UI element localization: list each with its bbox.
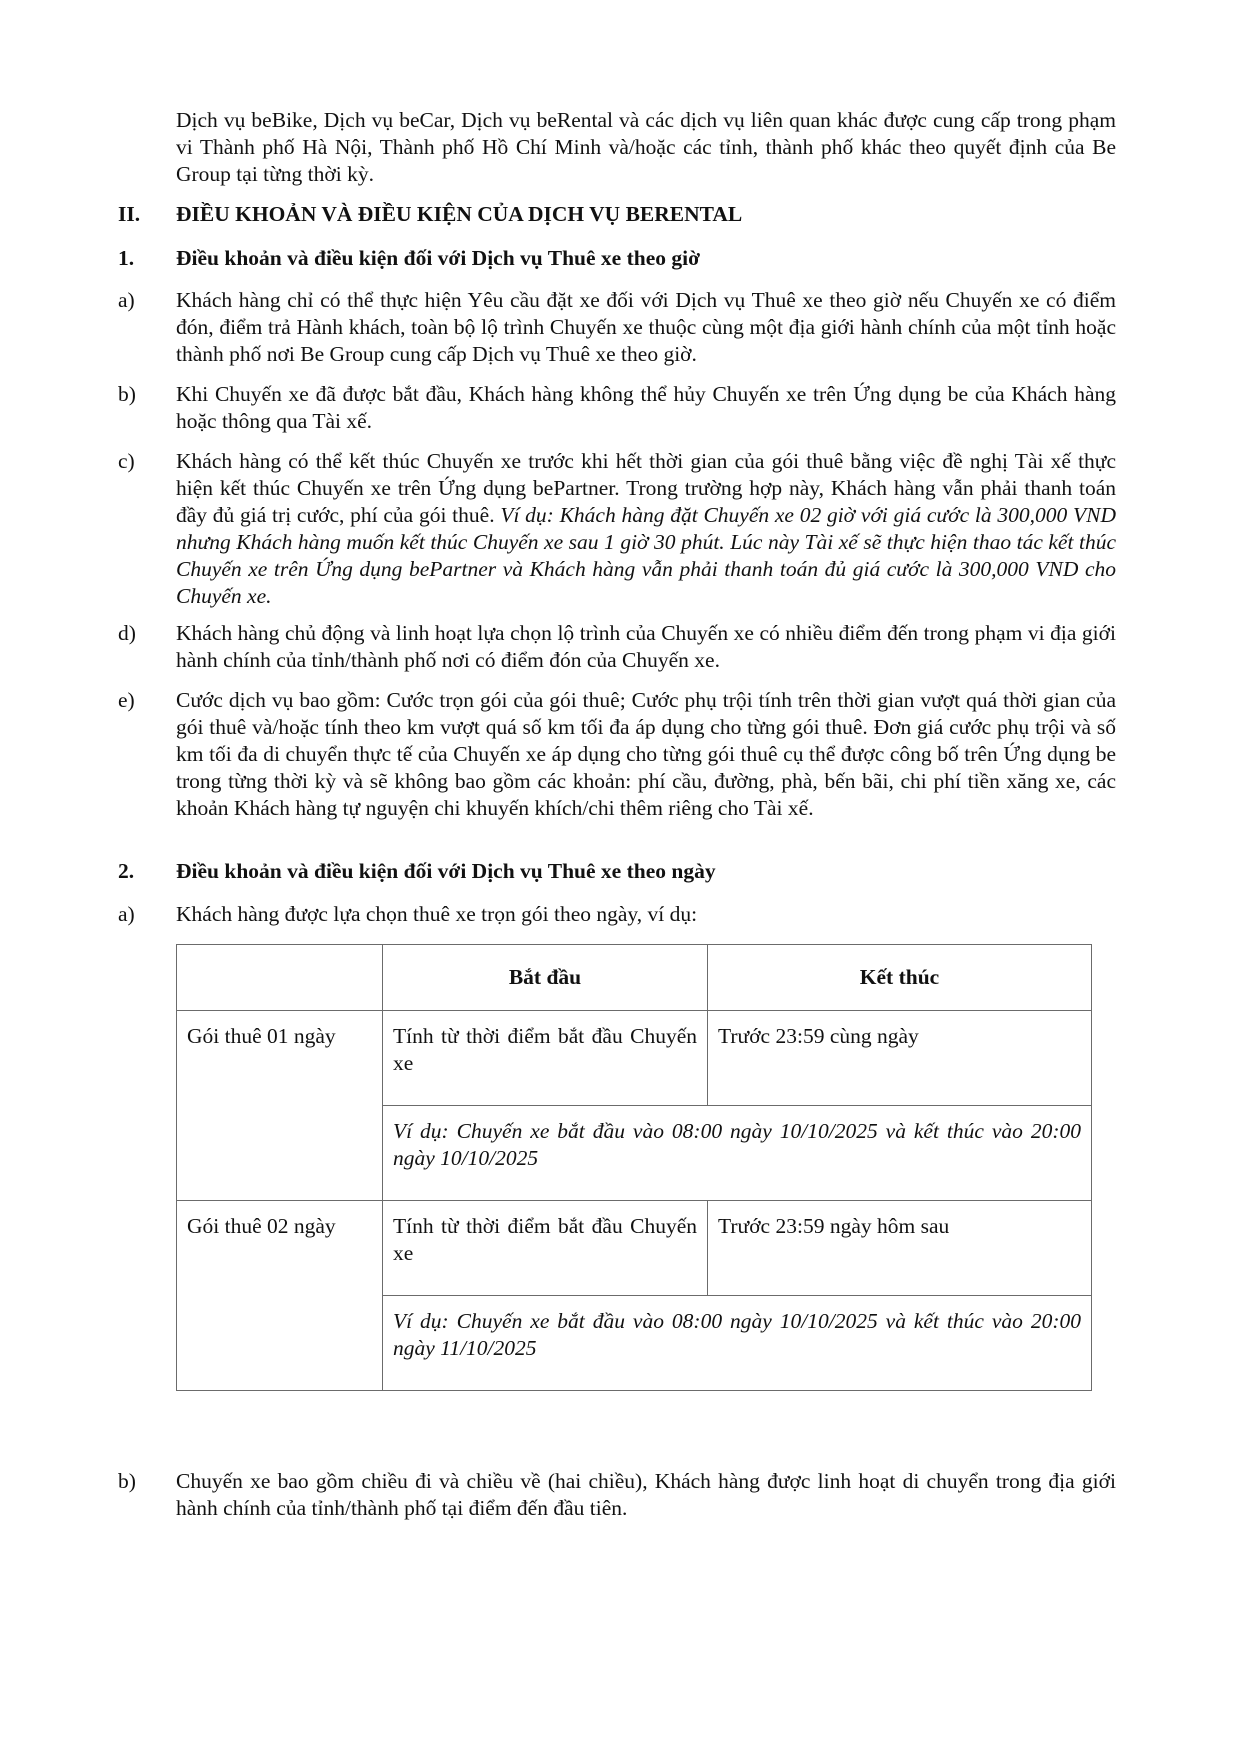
list-item-text: Chuyến xe bao gồm chiều đi và chiều về (hai chiều), Khách hàng được linh hoạt di chuyển trong địa giới hành chính của tỉnh/thành phố tại điểm đến đầu tiên. <box>176 1469 1116 1520</box>
table-header-start: Bắt đầu <box>383 945 708 1011</box>
list-item-text: Cước dịch vụ bao gồm: Cước trọn gói của gói thuê; Cước phụ trội tính trên thời gian vượt quá thời gian của gói thuê và/hoặc tính theo km vượt quá số km tối đa áp dụng cho từng gói thuê. Đơn giá cước phụ trội và số km tối đa di chuyển thực tế của Chuyến xe áp dụng cho từng gói thuê cụ thể được công bố trên Ứng dụng be trong từng thời kỳ và sẽ không bao gồm các khoản: phí cầu, đường, phà, bến bãi, chi phí tiền xăng xe, các khoản Khách hàng tự nguyện chi khuyến khích/chi thêm riêng cho Tài xế. <box>176 688 1116 820</box>
list-item-text: Khi Chuyến xe đã được bắt đầu, Khách hàng không thể hủy Chuyến xe trên Ứng dụng be của Khách hàng hoặc thông qua Tài xế. <box>176 382 1116 433</box>
table-cell-start: Tính từ thời điểm bắt đầu Chuyến xe <box>383 1011 708 1106</box>
list-item-text: Khách hàng chủ động và linh hoạt lựa chọn lộ trình của Chuyến xe có nhiều điểm đến trong phạm vi địa giới hành chính của tỉnh/thành phố nơi có điểm đón của Chuyến xe. <box>176 621 1116 672</box>
list-marker: b) <box>118 382 136 406</box>
table-cell-end: Trước 23:59 ngày hôm sau <box>708 1201 1092 1296</box>
subsection-1-number: 1. <box>118 246 135 270</box>
list-marker: e) <box>118 688 135 712</box>
list-marker: a) <box>118 902 135 926</box>
section-title: ĐIỀU KHOẢN VÀ ĐIỀU KIỆN CỦA DỊCH VỤ BERENTAL <box>176 202 743 226</box>
list-item-text: Khách hàng chỉ có thể thực hiện Yêu cầu đặt xe đối với Dịch vụ Thuê xe theo giờ nếu Chuyến xe có điểm đón, điểm trả Hành khách, toàn bộ lộ trình Chuyến xe thuộc cùng một địa giới hành chính của một tỉnh hoặc thành phố nơi Be Group cung cấp Dịch vụ Thuê xe theo giờ. <box>176 288 1116 366</box>
table-cell-example: Ví dụ: Chuyến xe bắt đầu vào 08:00 ngày 10/10/2025 và kết thúc vào 20:00 ngày 11/10/2025 <box>383 1296 1092 1391</box>
table-row <box>177 1011 1092 1106</box>
list-item-text <box>176 448 1116 610</box>
list-marker: a) <box>118 288 135 312</box>
list-item-main-text: Khách hàng có thể kết thúc Chuyến xe trước khi hết thời gian của gói thuê bằng việc đề nghị Tài xế thực hiện kết thúc Chuyến xe trên Ứng dụng bePartner. Trong trường hợp này, Khách hàng vẫn phải thanh toán đầy đủ giá trị cước, phí của gói thuê. <box>176 449 1116 527</box>
list-marker: b) <box>118 1469 136 1493</box>
table-cell-example: Ví dụ: Chuyến xe bắt đầu vào 08:00 ngày 10/10/2025 và kết thúc vào 20:00 ngày 10/10/2025 <box>383 1106 1092 1201</box>
table-header-end: Kết thúc <box>708 945 1092 1011</box>
subsection-2-number: 2. <box>118 859 135 883</box>
table-cell-package: Gói thuê 02 ngày <box>177 1201 383 1391</box>
section-number: II. <box>118 202 141 226</box>
intro-paragraph: Dịch vụ beBike, Dịch vụ beCar, Dịch vụ beRental và các dịch vụ liên quan khác được cung cấp trong phạm vi Thành phố Hà Nội, Thành phố Hồ Chí Minh và/hoặc các tỉnh, thành phố khác theo quyết định của Be Group tại từng thời kỳ. <box>176 108 1116 186</box>
rental-package-table <box>176 944 1092 1391</box>
table-header-empty <box>177 945 383 1011</box>
table-row <box>177 1201 1092 1296</box>
subsection-1-title: Điều khoản và điều kiện đối với Dịch vụ Thuê xe theo giờ <box>176 246 700 270</box>
table-cell-package: Gói thuê 01 ngày <box>177 1011 383 1201</box>
table-header-row <box>177 945 1092 1011</box>
subsection-2-title: Điều khoản và điều kiện đối với Dịch vụ Thuê xe theo ngày <box>176 859 716 883</box>
list-marker: d) <box>118 621 136 645</box>
table-cell-start: Tính từ thời điểm bắt đầu Chuyến xe <box>383 1201 708 1296</box>
list-marker: c) <box>118 449 135 473</box>
table-cell-end: Trước 23:59 cùng ngày <box>708 1011 1092 1106</box>
list-item-example: Ví dụ: Khách hàng đặt Chuyến xe 02 giờ với giá cước là 300,000 VND nhưng Khách hàng muốn kết thúc Chuyến xe sau 1 giờ 30 phút. Lúc này Tài xế sẽ thực hiện thao tác kết thúc Chuyến xe trên Ứng dụng bePartner và Khách hàng vẫn phải thanh toán đủ giá cước là 300,000 VND cho Chuyến xe. <box>176 503 1116 608</box>
list-item-text: Khách hàng được lựa chọn thuê xe trọn gói theo ngày, ví dụ: <box>176 902 698 926</box>
